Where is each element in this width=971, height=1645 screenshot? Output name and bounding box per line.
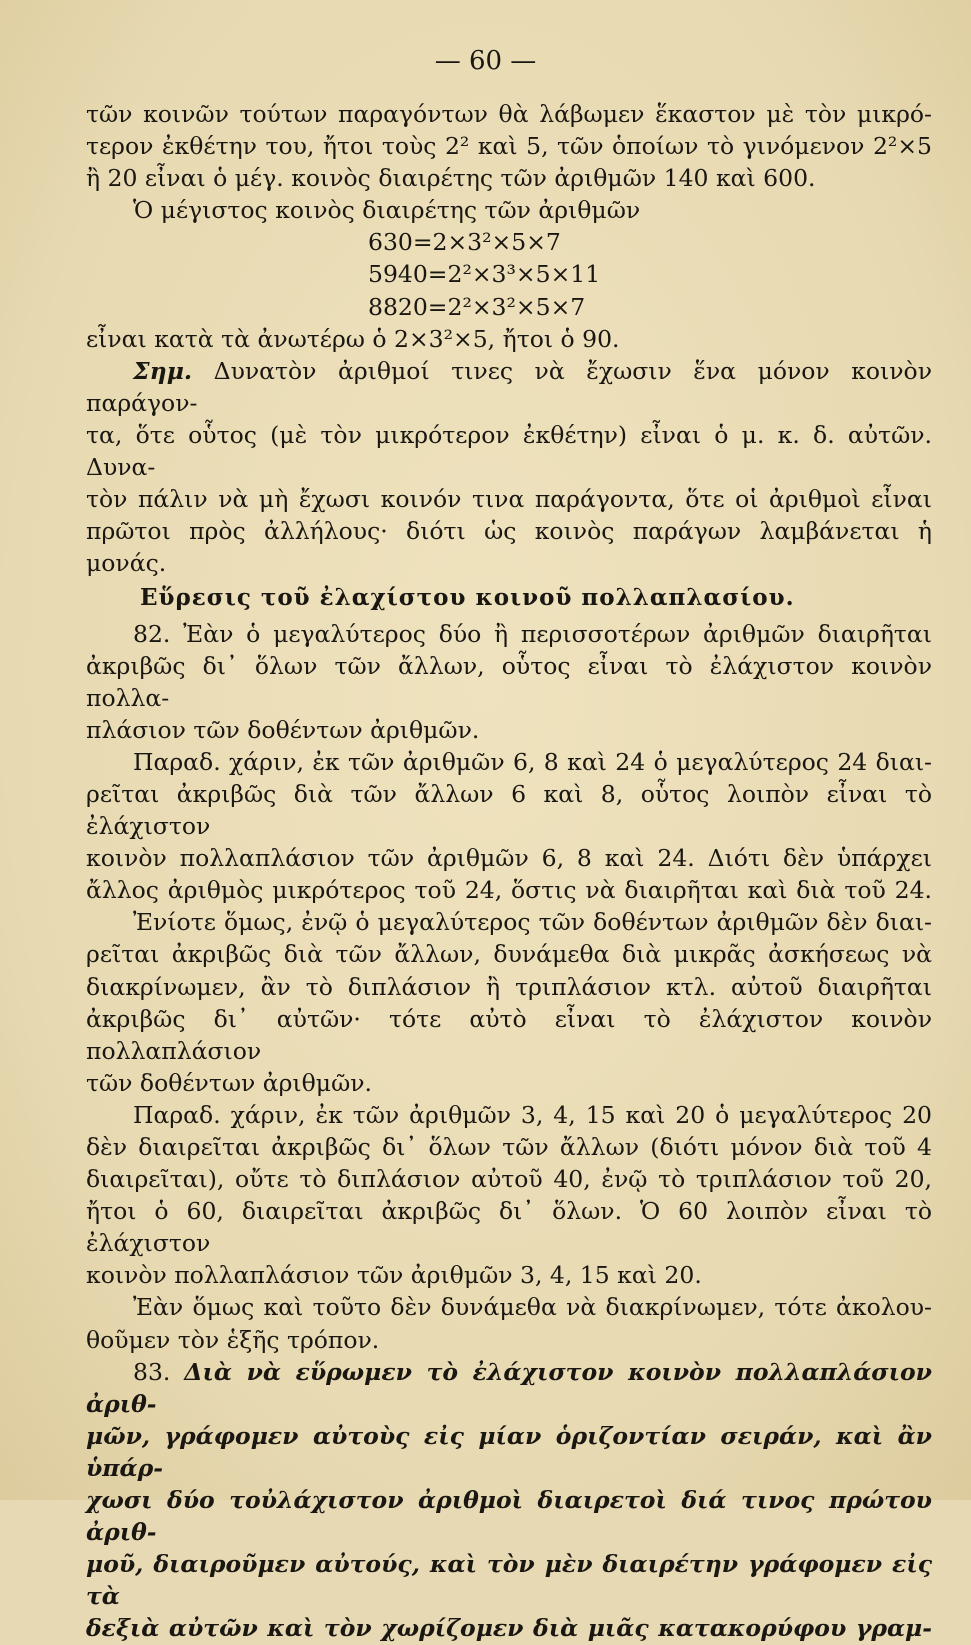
text-line: ἀκριβῶς δι᾽ αὐτῶν· τότε αὐτὸ εἶναι τὸ ἐλάχιστον κοινὸν πολλαπλάσιον: [86, 1004, 932, 1065]
text-line: θοῦμεν τὸν ἑξῆς τρόπον.: [86, 1325, 380, 1354]
text-line: πρῶτοι πρὸς ἀλλήλους· διότι ὡς κοινὸς παράγων λαμβάνεται ἡ μονάς.: [86, 517, 932, 578]
equation-8820: 8820=2²×3²×5×7: [368, 292, 586, 321]
page-text: [86, 98, 932, 1645]
text-line: Παραδ. χάριν, ἐκ τῶν ἀριθμῶν 6, 8 καὶ 24 ὁ μεγαλύτερος 24 διαι-: [133, 747, 932, 776]
rule-text: Διὰ νὰ εὕρωμεν τὸ ἐλάχιστον κοινὸν πολλαπλάσιον ἀριθ-: [86, 1357, 932, 1418]
rule-line: μῶν, γράφομεν αὐτοὺς εἰς μίαν ὁριζοντίαν σειράν, καὶ ἂν ὑπάρ-: [86, 1421, 932, 1482]
text-line: ἢ 20 εἶναι ὁ μέγ. κοινὸς διαιρέτης τῶν ἀριθμῶν 140 καὶ 600.: [86, 164, 816, 193]
text-line: Ὁ μέγιστος κοινὸς διαιρέτης τῶν ἀριθμῶν: [133, 196, 641, 225]
equation-630: 630=2×3²×5×7: [368, 228, 561, 257]
text-line: 82. Ἐὰν ὁ μεγαλύτερος δύο ἢ περισσοτέρων ἀριθμῶν διαιρῆται: [133, 619, 932, 648]
rule-line: μοῦ, διαιροῦμεν αὐτούς, καὶ τὸν μὲν διαιρέτην γράφομεν εἰς τὰ: [86, 1550, 932, 1611]
text-line: τὸν πάλιν νὰ μὴ ἔχωσι κοινόν τινα παράγοντα, ὅτε οἱ ἀριθμοὶ εἶναι: [86, 485, 932, 514]
text-line: διαιρεῖται), οὔτε τὸ διπλάσιον αὐτοῦ 40, ἐνῷ τὸ τριπλάσιον τοῦ 20,: [86, 1165, 932, 1194]
text-line: εἶναι κατὰ τὰ ἀνωτέρω ὁ 2×3²×5, ἤτοι ὁ 90.: [86, 324, 620, 353]
section-heading: Εὕρεσις τοῦ ἐλαχίστου κοινοῦ πολλαπλασίου.: [140, 584, 795, 612]
text-line: ἄλλος ἀριθμὸς μικρότερος τοῦ 24, ὅστις νὰ διαιρῆται καὶ διὰ τοῦ 24.: [86, 876, 932, 905]
page-number: — 60 —: [434, 46, 537, 76]
text-line: ἤτοι ὁ 60, διαιρεῖται ἀκριβῶς δι᾽ ὅλων. Ὁ 60 λοιπὸν εἶναι τὸ ἐλάχιστον: [86, 1197, 932, 1258]
text-line: Παραδ. χάριν, ἐκ τῶν ἀριθμῶν 3, 4, 15 καὶ 20 ὁ μεγαλύτερος 20: [133, 1100, 932, 1129]
text-line: τα, ὅτε οὗτος (μὲ τὸν μικρότερον ἐκθέτην) εἶναι ὁ μ. κ. δ. αὐτῶν. Δυνα-: [86, 420, 932, 482]
text-line: τῶν δοθέντων ἀριθμῶν.: [86, 1068, 372, 1097]
text-line: κοινὸν πολλαπλάσιον τῶν ἀριθμῶν 6, 8 καὶ 24. Διότι δὲν ὑπάρχει: [86, 844, 932, 873]
rule-line: δεξιὰ αὐτῶν καὶ τὸν χωρίζομεν διὰ μιᾶς κατακορύφου γραμ-: [86, 1614, 932, 1643]
text-line: Ἐνίοτε ὅμως, ἐνῷ ὁ μεγαλύτερος τῶν δοθέντων ἀριθμῶν δὲν διαι-: [133, 908, 932, 937]
text-line: ἀκριβῶς δι᾽ ὅλων τῶν ἄλλων, οὗτος εἶναι τὸ ἐλάχιστον κοινὸν πολλα-: [86, 651, 932, 712]
text-line: πλάσιον τῶν δοθέντων ἀριθμῶν.: [86, 715, 480, 744]
text-line: διακρίνωμεν, ἂν τὸ διπλάσιον ἢ τριπλάσιον κτλ. αὐτοῦ διαιρῆται: [86, 972, 932, 1001]
rule-line: χωσι δύο τοὐλάχιστον ἀριθμοὶ διαιρετοὶ διά τινος πρώτου ἀριθ-: [86, 1486, 932, 1547]
text-line: κοινὸν πολλαπλάσιον τῶν ἀριθμῶν 3, 4, 15 καὶ 20.: [86, 1261, 702, 1290]
paragraph-number: 83.: [133, 1357, 171, 1386]
note-line: [86, 355, 932, 419]
text-line: τῶν κοινῶν τούτων παραγόντων θὰ λάβωμεν ἕκαστον μὲ τὸν μικρό-: [86, 100, 932, 128]
rule-line: [86, 1356, 932, 1420]
note-text: Δυνατὸν ἀριθμοί τινες νὰ ἔχωσιν ἕνα μόνον κοινὸν παράγον-: [86, 356, 932, 417]
text-line: ρεῖται ἀκριβῶς διὰ τῶν ἄλλων 6 καὶ 8, οὗτος λοιπὸν εἶναι τὸ ἐλάχιστον: [86, 779, 932, 841]
text-line: ρεῖται ἀκριβῶς διὰ τῶν ἄλλων, δυνάμεθα διὰ μικρᾶς ἀσκήσεως νὰ: [86, 940, 932, 969]
text-line: Ἐὰν ὅμως καὶ τοῦτο δὲν δυνάμεθα νὰ διακρίνωμεν, τότε ἀκολου-: [133, 1293, 932, 1322]
equation-5940: 5940=2²×3³×5×11: [368, 260, 601, 289]
text-line: τερον ἐκθέτην του, ἤτοι τοὺς 2² καὶ 5, τῶν ὁποίων τὸ γινόμενον 2²×5: [86, 132, 932, 161]
text-line: δὲν διαιρεῖται ἀκριβῶς δι᾽ ὅλων τῶν ἄλλων (διότι μόνον διὰ τοῦ 4: [86, 1133, 932, 1161]
note-label: Σημ.: [133, 356, 193, 385]
